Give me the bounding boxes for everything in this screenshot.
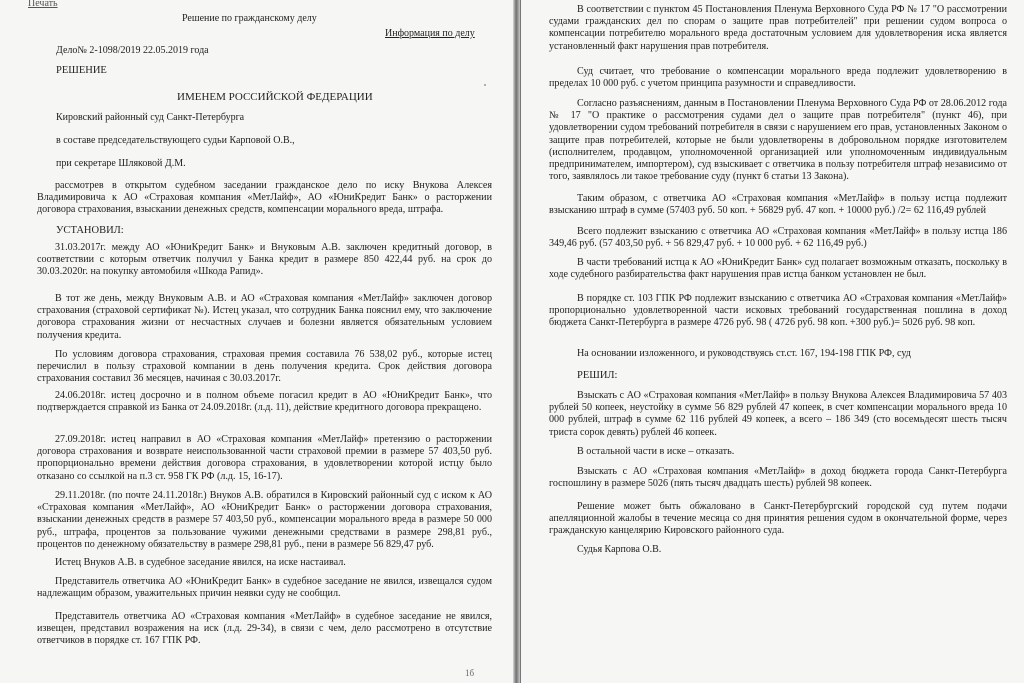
paragraph-plenum-17: Согласно разъяснениям, данным в Постановлении Пленума Верховного Суда РФ от 28.06.2012 года № 17 "О практике о рассмотрения судами дел о защите прав потребителя" (пункт 46), при удовлетворении судом требований потребителя в связи с нарушением его прав, установленных Законом о защите прав потребителей, которые не были удовлетворены в добровольном порядке изготовителем (исполнителем, продавцом, уполномоченной организацией или уполномоченным индивидуальным предпринимателем, импортером), суд взыскивает с ответчика в пользу потребителя штраф независимо от того, заявлялось ли такое требование суду (пункт 6 статьи 13 Закона). xyxy=(549,98,1007,183)
paragraph-state-fee: В порядке ст. 103 ГПК РФ подлежит взысканию с ответчика АО «Страховая компания «МетЛайф» пропорционально удовлетворенной части исковых требований государственная пошлина в доход бюджета Санкт-Петербурга в размере 4726 руб. 98 ( 4726 руб. 98 коп. +300 руб.)= 5026 руб. 98 коп. xyxy=(549,293,1007,329)
paragraph-bank-claims-denied: В части требований истца к АО «ЮниКредит Банк» суд полагает возможным отказать, поскольку в ходе судебного разбирательства факт нарушения прав истца банком установлен не был. xyxy=(549,257,1007,281)
decided-heading: РЕШИЛ: xyxy=(577,370,618,381)
paragraph-legal-basis: На основании изложенного, и руководствуясь ст.ст. 167, 194-198 ГПК РФ, суд xyxy=(577,348,911,359)
judge-line: в составе председательствующего судьи Карповой О.В., xyxy=(56,135,295,146)
paragraph-insurance-premium: По условиям договора страхования, страховая премия составила 76 538,02 руб., которые истец перечислил в пользу страховой компании в день получения кредита. Срок действия договора страхования составил 36 месяцев, начиная с 30.03.2017г. xyxy=(37,349,492,385)
page-header: Решение по гражданскому делу xyxy=(182,13,317,24)
page-number: 1б xyxy=(465,668,475,678)
paragraph-credit-agreement: 31.03.2017г. между АО «ЮниКредит Банк» и Внуковым А.В. заключен кредитный договор, в соответствии с которым ответчик получил у Банка кредит в размере 850 422,44 руб. на срок до 30.03.2020г. на покупку автомобиля «Шкода Рапид». xyxy=(37,242,492,278)
paragraph-moral-damage: Суд считает, что требование о компенсации морального вреда подлежит удовлетворению в пределах 10 000 руб. с учетом принципа разумности и справедливости. xyxy=(549,66,1007,90)
paragraph-award: Взыскать с АО «Страховая компания «МетЛайф» в пользу Внукова Алексея Владимировича 57 403 рублей 50 копеек, неустойку в сумме 56 829 рублей 47 копеек, в счет компенсации морального вреда 10 000 рублей, штраф в сумме 62 116 рублей 49 копеек, а всего – 186 349 (сто восемьдесят шесть тысяч триста сорок девять) рублей 46 копеек. xyxy=(549,390,1007,438)
court-name: Кировский районный суд Санкт-Петербурга xyxy=(56,112,245,123)
paragraph-rest-denied: В остальной части в иске – отказать. xyxy=(577,446,735,457)
paragraph-fee-award: Взыскать с АО «Страховая компания «МетЛайф» в доход бюджета города Санкт-Петербурга госпошлину в размере 5026 (пять тысяч двадцать шесть) рублей 98 копеек. xyxy=(549,466,1007,490)
case-number: Дело№ 2-1098/2019 22.05.2019 года xyxy=(56,45,209,56)
decision-label: РЕШЕНИЕ xyxy=(56,65,107,76)
judge-signature: Судья Карпова О.В. xyxy=(577,544,662,555)
right-document-page xyxy=(520,0,1024,683)
paragraph-plaintiff-present: Истец Внуков А.В. в судебное заседание явился, на иске настаивал. xyxy=(55,557,346,568)
established-heading: УСТАНОВИЛ: xyxy=(56,225,124,236)
paragraph-early-repayment: 24.06.2018г. истец досрочно и в полном объеме погасил кредит в АО «ЮниКредит Банк», что подтверждается справкой из Банка от 24.09.2018г. (л.д. 11), действие кредитного договора прекращено. xyxy=(37,390,492,414)
print-link[interactable]: Печать xyxy=(28,0,58,9)
paragraph-bank-absent: Представитель ответчика АО «ЮниКредит Банк» в судебное заседание не явился, извещался судом надлежащим образом, уважительных причин неявки суду не сообщил. xyxy=(37,576,492,600)
scan-speck xyxy=(484,84,486,86)
paragraph-intro: рассмотрев в открытом судебном заседании гражданское дело по иску Внукова Алексея Владимировича к АО «Страховая компания «МетЛайф», АО «ЮниКредит Банк» о расторжении договора страхования, взыскании денежных средств, компенсации морального вреда, штрафа. xyxy=(37,180,492,216)
paragraph-plenum-45: В соответствии с пунктом 45 Постановления Пленума Верховного Суда РФ № 17 "О рассмотрении судами гражданских дел по спорам о защите прав потребителей" при решении судом вопроса о компенсации потребителю морального вреда достаточным условием для удовлетворения иска является установленный факт нарушения прав потребителя. xyxy=(549,4,1007,52)
paragraph-insurer-absent: Представитель ответчика АО «Страховая компания «МетЛайф» в судебное заседание не явился, извещен, представил возражения на иск (л.д. 29-34), в связи с чем, дело рассмотрено в отсутствие ответчиков в порядке ст. 167 ГПК РФ. xyxy=(37,611,492,647)
paragraph-total-amount: Всего подлежит взысканию с ответчика АО «Страховая компания «МетЛайф» в пользу истца 186 349,46 руб. (57 403,50 руб. + 56 829,47 руб. + 10 000 руб. + 62 116,49 руб.) xyxy=(549,226,1007,250)
paragraph-fine-calculation: Таким образом, с ответчика АО «Страховая компания «МетЛайф» в пользу истца подлежит взысканию штраф в сумме (57403 руб. 50 коп. + 56829 руб. 47 коп. + 10000 руб.) /2= 62 116,49 рублей xyxy=(549,193,1007,217)
paragraph-appeal: Решение может быть обжаловано в Санкт-Петербургский городской суд путем подачи апелляционной жалобы в течение месяца со дня принятия решения судом в окончательной форме, через гражданскую канцелярию Кировского районного суда. xyxy=(549,501,1007,537)
page-gutter xyxy=(513,0,520,683)
document-title: ИМЕНЕМ РОССИЙСКОЙ ФЕДЕРАЦИИ xyxy=(177,91,373,103)
paragraph-claim-letter: 27.09.2018г. истец направил в АО «Страховая компания «МетЛайф» претензию о расторжении договора страхования и возврате неиспользованной части страховой премии в размере 57 403,50 руб. пропорционально времени действия договора страхования, в удовлетворении которой истцу было отказано со ссылкой на п.3 ст. 958 ГК РФ (л.д. 15, 16-17). xyxy=(37,434,492,482)
paragraph-lawsuit: 29.11.2018г. (по почте 24.11.2018г.) Внуков А.В. обратился в Кировский районный суд с иском к АО «Страховая компания «МетЛайф», АО «ЮниКредит Банк» о расторжении договора страхования, взыскании денежных средств в размере 57 403,50 руб., компенсации морального вреда в размере 50 000 руб., штрафа, процентов за пользование чужими денежными средствами в размере 298,81 руб., процентов по денежному обязательству в размере 298,81 руб., пени в размере 56 829,47 руб. xyxy=(37,490,492,550)
case-info-link[interactable]: Информация по делу xyxy=(385,28,475,39)
paragraph-insurance-contract: В тот же день, между Внуковым А.В. и АО «Страховая компания «МетЛайф» заключен договор страхования (страховой сертификат №). Истец указал, что сотрудник Банка пояснил ему, что заключение договора страхования жизни от несчастных случаев и болезни является обязательным условием получения кредита. xyxy=(37,293,492,341)
secretary-line: при секретаре Шляковой Д.М. xyxy=(56,158,186,169)
